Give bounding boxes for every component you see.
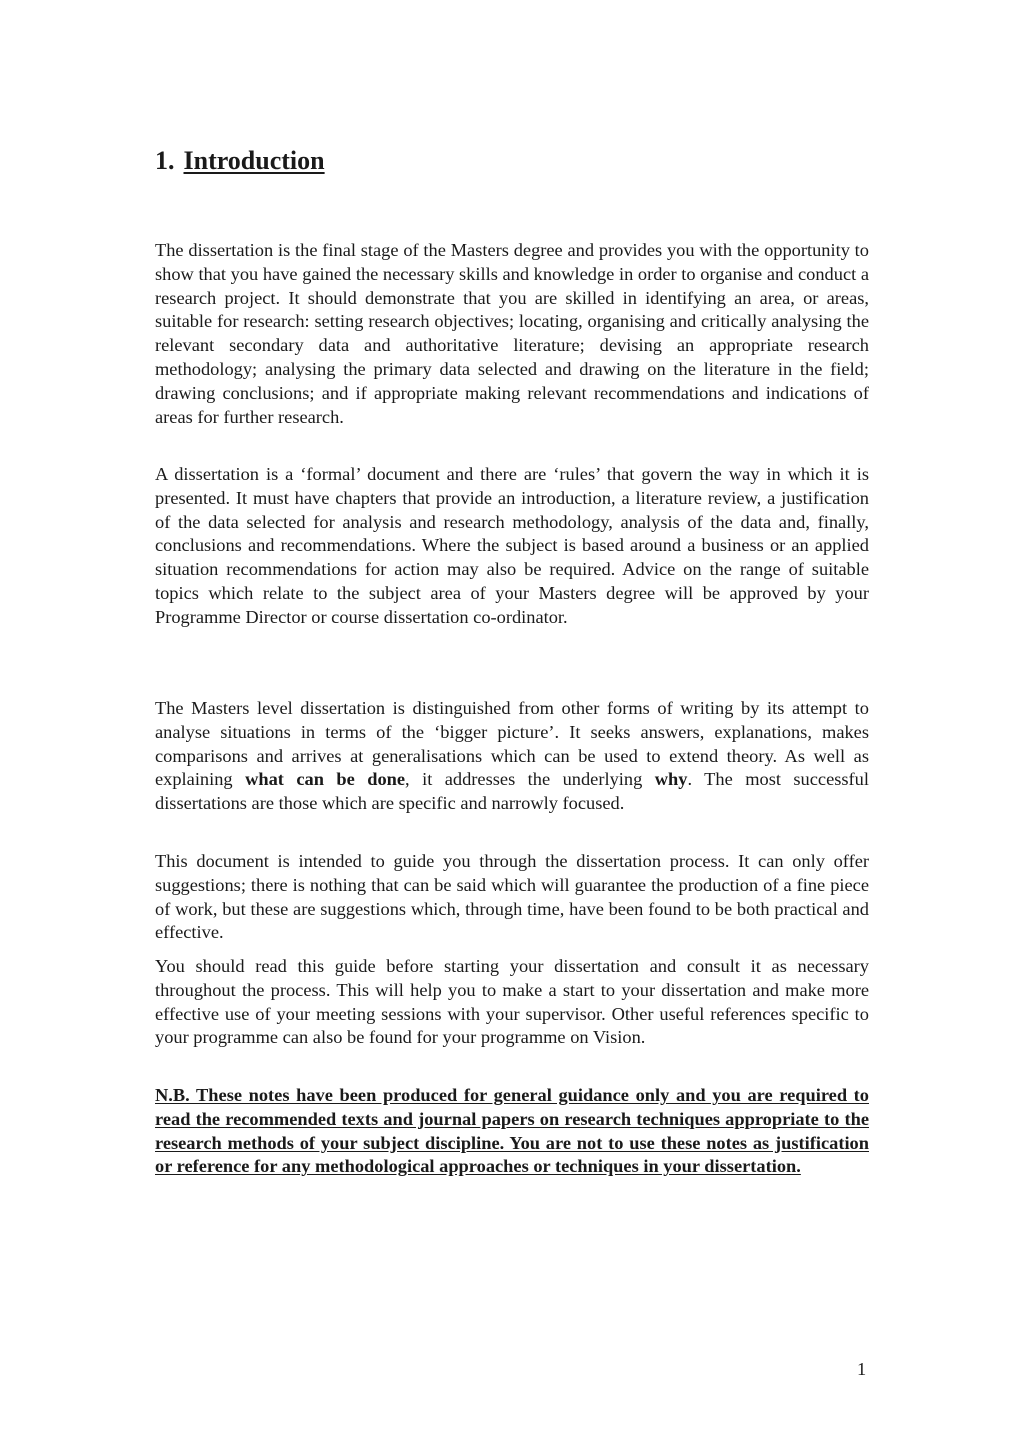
paragraph-guide-purpose: This document is intended to guide you through the dissertation process. It can only offer suggestions; there is nothing that can be said which will guarantee the production of a fine piece of work, but these are suggestions which, through time, have been found to be both practical and effective.: [155, 851, 869, 943]
bold-emphasis: why: [654, 769, 688, 790]
bold-emphasis: what can be done: [245, 769, 406, 790]
page-number: 1: [857, 1359, 867, 1379]
paragraph-read-guide: You should read this guide before starting your dissertation and consult it as necessary throughout the process. This will help you to make a start to your dissertation and make more effective use of your meeting sessions with your supervisor. Other useful references specific to your programme can also be found for your programme on Vision.: [155, 956, 869, 1048]
section-title: Introduction: [183, 146, 325, 175]
paragraph-text: The Masters level dissertation is distinguished from other forms of writing by its attempt to analyse situations in terms of the ‘bigger picture’. It seeks answers, explanations, makes comparisons and arrives at generalisations which can be used to extend theory. As well as explaining: [155, 698, 869, 790]
paragraph-dissertation-overview: The dissertation is the final stage of the Masters degree and provides you with the opportunity to show that you have gained the necessary skills and knowledge in order to organise and conduct a research project. It should demonstrate that you are skilled in identifying an area, or areas, suitable for research: setting research objectives; locating, organising and critically analysing the relevant secondary data and authoritative literature; devising an appropriate research methodology; analysing the primary data selected and drawing on the literature in the field; drawing conclusions; and if appropriate making relevant recommendations and indications of areas for further research.: [155, 240, 869, 427]
paragraph-text: , it addresses the underlying: [405, 769, 655, 790]
section-number: 1.: [155, 146, 175, 175]
notice-nb: N.B. These notes have been produced for general guidance only and you are required to read the recommended texts and journal papers on research techniques appropriate to the research methods of your subject discipline. You are not to use these notes as justification or reference for any methodological approaches or techniques in your dissertation.: [155, 1085, 869, 1177]
paragraph-masters-level: [155, 697, 869, 816]
paragraph-text: . The most successful dissertations are those which are specific and narrowly focused.: [155, 769, 869, 814]
paragraph-formal-document: A dissertation is a ‘formal’ document and there are ‘rules’ that govern the way in which it is presented. It must have chapters that provide an introduction, a literature review, a justification of the data selected for analysis and research methodology, analysis of the data and, finally, conclusions and recommendations. Where the subject is based around a business or an applied situation recommendations for action may also be required. Advice on the range of suitable topics which relate to the subject area of your Masters degree will be approved by your Programme Director or course dissertation co-ordinator.: [155, 464, 869, 627]
section-heading: [155, 144, 325, 178]
